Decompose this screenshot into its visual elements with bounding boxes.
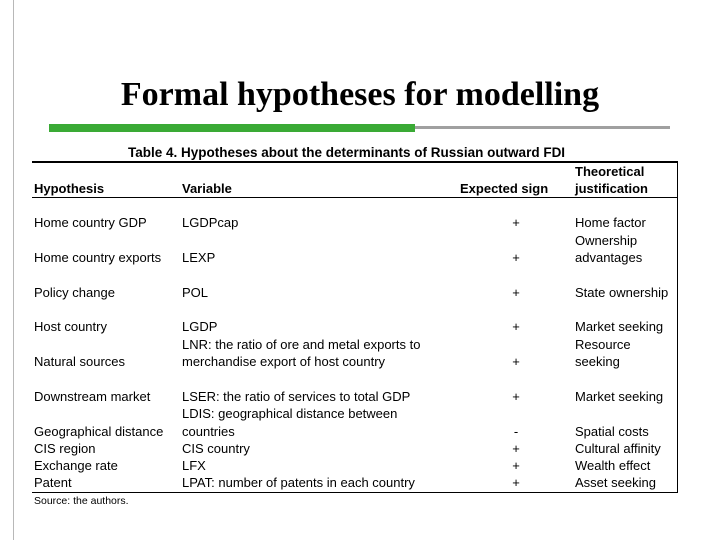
table-row-0-justification: Home factor xyxy=(575,215,646,230)
table-row-9-justification: Asset seeking xyxy=(575,475,656,490)
table-row-3-justification: Market seeking xyxy=(575,319,664,334)
header-justification-line2: justification xyxy=(575,181,648,196)
header-hypothesis: Hypothesis xyxy=(34,181,105,196)
table-row-4-variable-line2: merchandise export of host country xyxy=(182,354,386,369)
table-row-1-hypothesis: Home country exports xyxy=(34,250,162,265)
slide-title: Formal hypotheses for modelling xyxy=(120,76,600,113)
table-row-8-sign: + xyxy=(512,458,520,473)
title-accent-bar xyxy=(49,124,415,132)
table-row-6-sign: - xyxy=(513,424,519,439)
table-row-6-justification: Spatial costs xyxy=(575,424,649,439)
table-row-0-hypothesis: Home country GDP xyxy=(34,215,147,230)
table-row-6-variable-line2: countries xyxy=(182,424,235,439)
table-right-border xyxy=(677,163,678,493)
table-row-3-variable: LGDP xyxy=(182,319,218,334)
table-row-5-hypothesis: Downstream market xyxy=(34,389,151,404)
table-row-2-sign: + xyxy=(512,285,520,300)
table-row-8-variable: LFX xyxy=(182,458,206,473)
table-row-9-hypothesis: Patent xyxy=(34,475,72,490)
table-row-0-sign: + xyxy=(512,215,520,230)
table-row-5-sign: + xyxy=(512,389,520,404)
table-row-2-variable: POL xyxy=(182,285,209,300)
table-row-4-justification-line2: seeking xyxy=(575,354,620,369)
header-variable: Variable xyxy=(182,181,232,196)
table-row-8-hypothesis: Exchange rate xyxy=(34,458,118,473)
table-row-9-sign: + xyxy=(512,475,520,490)
table-row-7-justification: Cultural affinity xyxy=(575,441,661,456)
table-row-3-hypothesis: Host country xyxy=(34,319,107,334)
header-justification-line1: Theoretical xyxy=(575,164,645,179)
table-row-1-justification-line2: advantages xyxy=(575,250,643,265)
table-row-7-sign: + xyxy=(512,441,520,456)
table-row-7-hypothesis: CIS region xyxy=(34,441,96,456)
table-row-2-hypothesis: Policy change xyxy=(34,285,115,300)
table-row-5-variable: LSER: the ratio of services to total GDP xyxy=(182,389,411,404)
table-bottom-rule xyxy=(32,492,678,493)
table-row-1-justification-line1: Ownership xyxy=(575,233,638,248)
table-caption: Table 4. Hypotheses about the determinants of Russian outward FDI xyxy=(128,145,566,160)
table-row-0-variable: LGDPcap xyxy=(182,215,239,230)
table-row-7-variable: CIS country xyxy=(182,441,250,456)
table-row-9-variable: LPAT: number of patents in each country xyxy=(182,475,415,490)
header-expected-sign: Expected sign xyxy=(460,181,549,196)
table-row-4-sign: + xyxy=(512,354,520,369)
table-header-rule xyxy=(32,197,678,198)
table-row-4-justification-line1: Resource xyxy=(575,337,631,352)
table-source-note: Source: the authors. xyxy=(34,495,129,507)
table-row-6-variable-line1: LDIS: geographical distance between xyxy=(182,406,398,421)
table-row-3-sign: + xyxy=(512,319,520,334)
table-row-6-hypothesis: Geographical distance xyxy=(34,424,164,439)
table-row-8-justification: Wealth effect xyxy=(575,458,651,473)
table-row-1-variable: LEXP xyxy=(182,250,216,265)
table-row-4-hypothesis: Natural sources xyxy=(34,354,126,369)
table-row-1-sign: + xyxy=(512,250,520,265)
table-row-4-variable-line1: LNR: the ratio of ore and metal exports to xyxy=(182,337,421,352)
table-top-rule xyxy=(32,161,678,163)
title-underline xyxy=(415,126,670,129)
table-row-5-justification: Market seeking xyxy=(575,389,664,404)
table-row-2-justification: State ownership xyxy=(575,285,669,300)
